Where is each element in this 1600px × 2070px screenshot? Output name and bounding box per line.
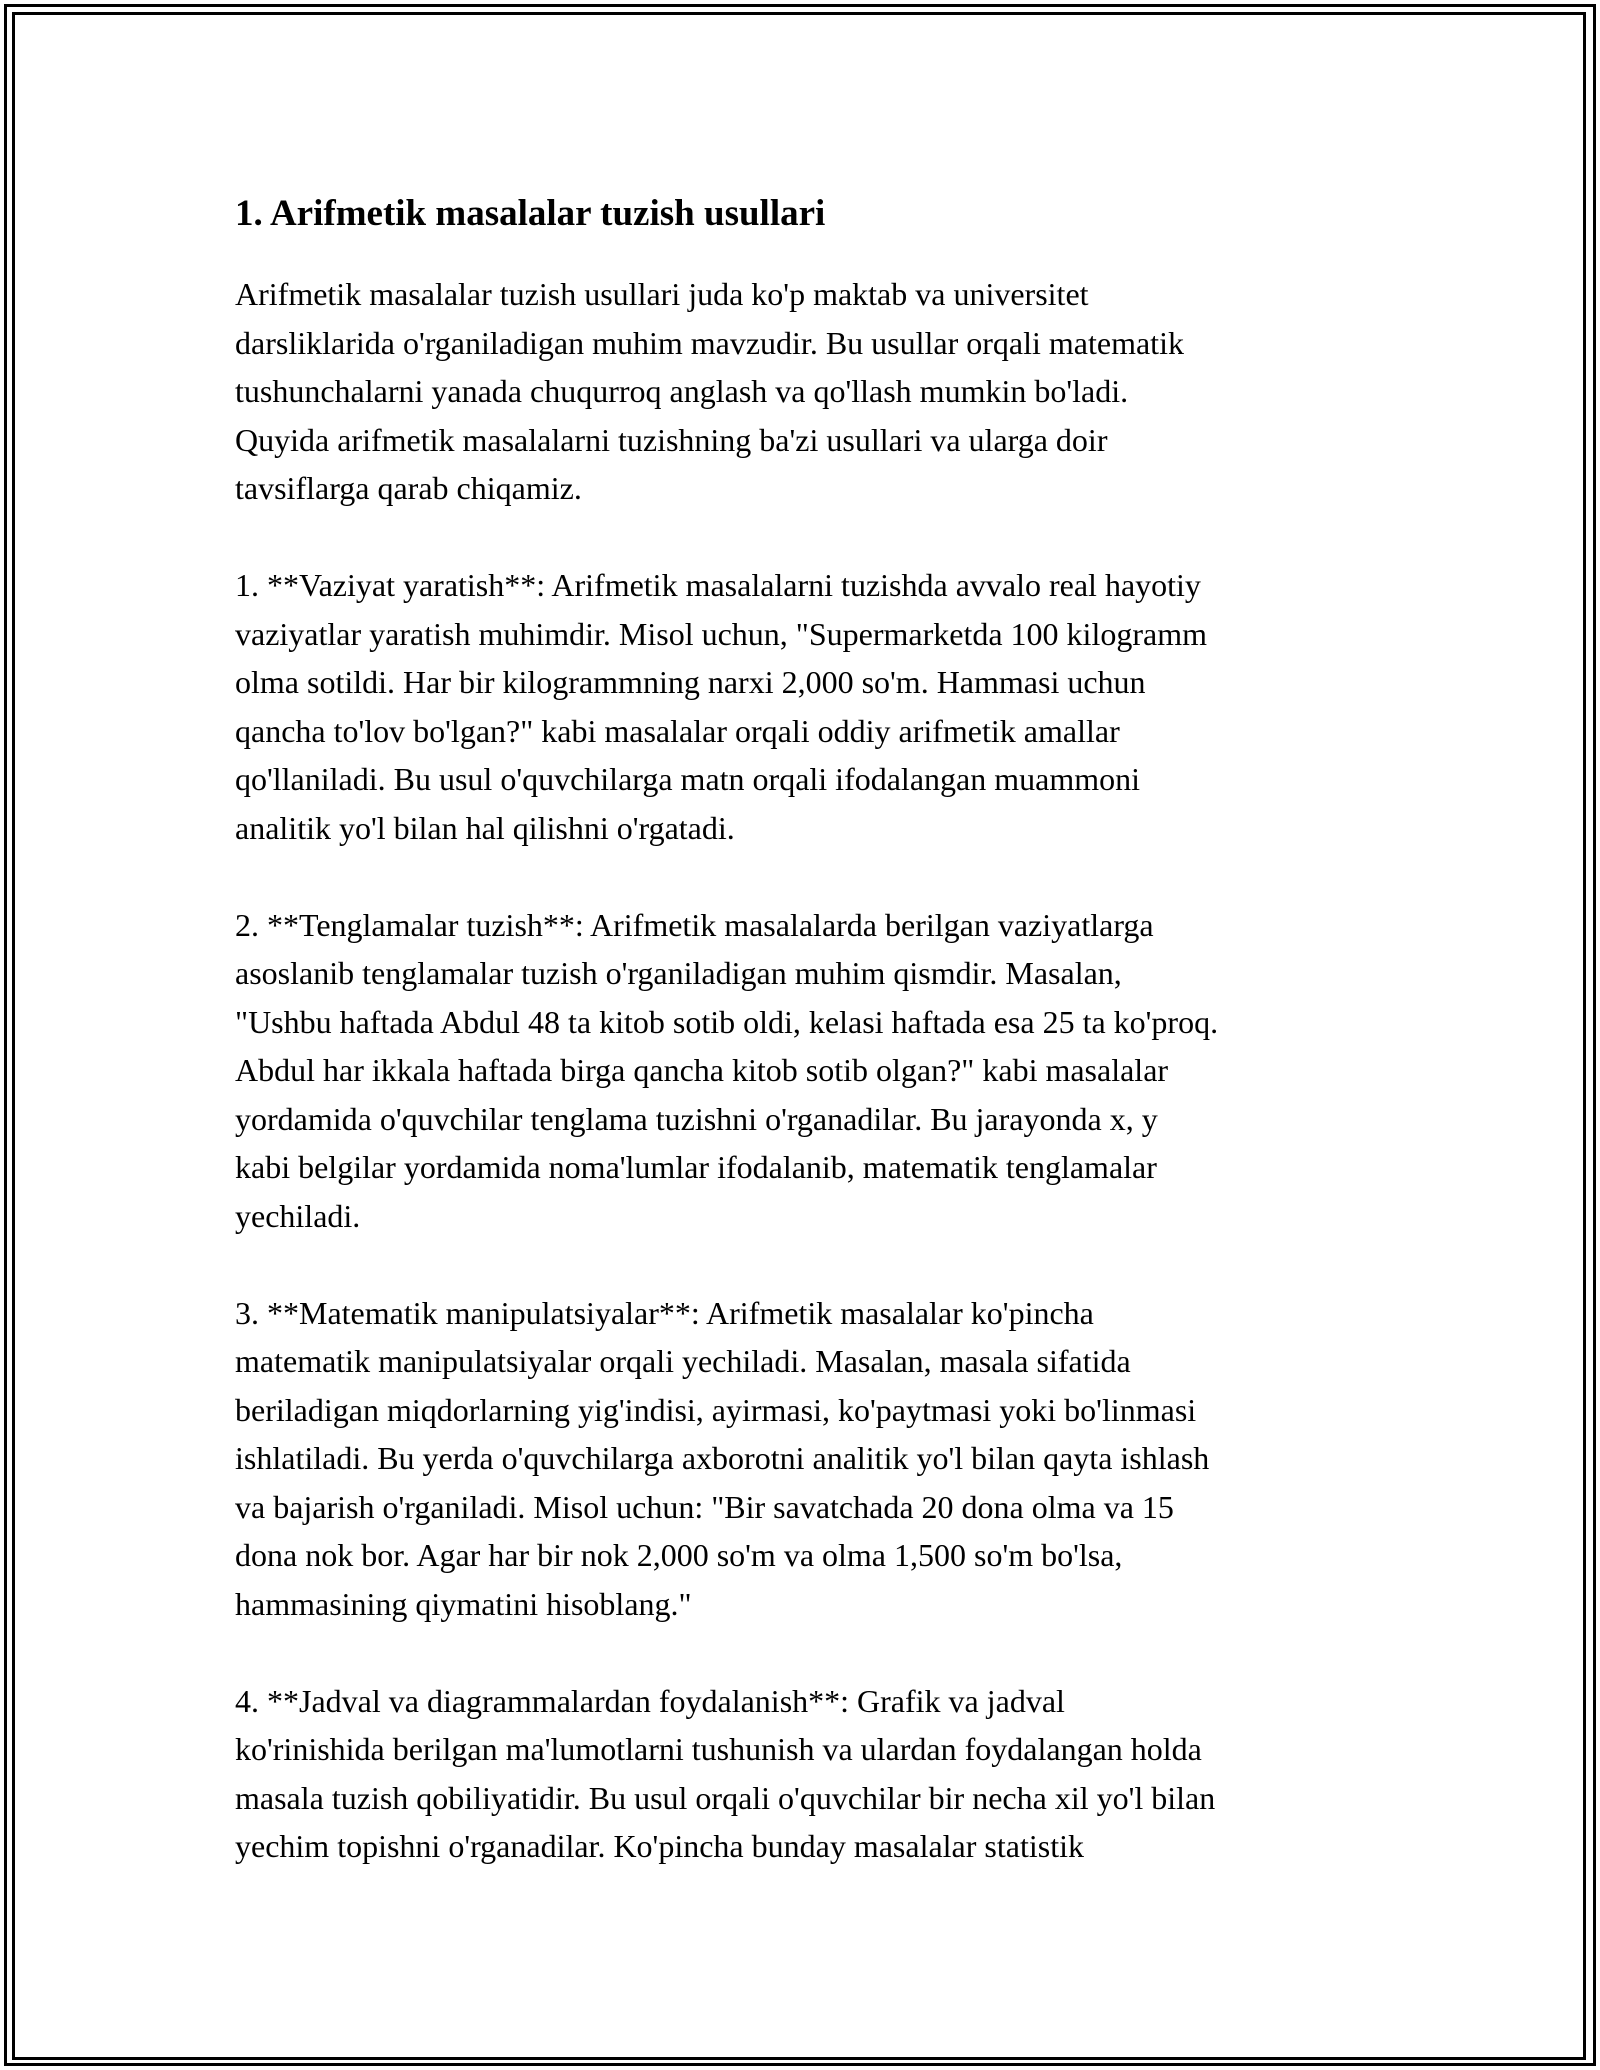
method-2-paragraph: 2. **Tenglamalar tuzish**: Arifmetik masalalarda berilgan vaziyatlarga asoslanib tenglamalar tuzish o'rganiladigan muhim qismdir. Masalan, "Ushbu haftada Abdul 48 ta kitob sotib oldi, kelasi haftada esa 25 ta ko'proq. Abdul har ikkala haftada birga qancha kitob sotib olgan?" kabi masalalar yordamida o'quvchilar tenglama tuzishni o'rganadilar. Bu jarayonda x, y kabi belgilar yordamida noma'lumlar ifodalanib, matematik tenglamalar yechiladi.: [235, 906, 1219, 1234]
intro-paragraph: Arifmetik masalalar tuzish usullari juda ko'p maktab va universitet darsliklarida o'rganiladigan muhim mavzudir. Bu usullar orqali matematik tushunchalarni yanada chuqurroq anglash va qo'llash mumkin bo'ladi. Quyida arifmetik masalalarni tuzishning ba'zi usullari va ularga doir tavsiflarga qarab chiqamiz.: [235, 276, 1184, 506]
document-body: [235, 186, 1375, 1871]
method-4-paragraph: 4. **Jadval va diagrammalardan foydalanish**: Grafik va jadval ko'rinishida berilgan ma'lumotlarni tushunish va ulardan foydalangan holda masala tuzish qobiliyatidir. Bu usul orqali o'quvchilar bir necha xil yo'l bilan yechim topishni o'rganadilar. Ko'pincha bunday masalalar statistik: [235, 1682, 1216, 1864]
method-3-paragraph: 3. **Matematik manipulatsiyalar**: Arifmetik masalalar ko'pincha matematik manipulatsiyalar orqali yechiladi. Masalan, masala sifatida beriladigan miqdorlarning yig'indisi, ayirmasi, ko'paytmasi yoki bo'linmasi ishlatiladi. Bu yerda o'quvchilarga axborotni analitik yo'l bilan qayta ishlash va bajarish o'rganiladi. Misol uchun: "Bir savatchada 20 dona olma va 15 dona nok bor. Agar har bir nok 2,000 so'm va olma 1,500 so'm bo'lsa, hammasining qiymatini hisoblang.": [235, 1294, 1210, 1622]
method-1-paragraph: 1. **Vaziyat yaratish**: Arifmetik masalalarni tuzishda avvalo real hayotiy vaziyatlar yaratish muhimdir. Misol uchun, "Supermarketda 100 kilogramm olma sotildi. Har bir kilogrammning narxi 2,000 so'm. Hammasi uchun qancha to'lov bo'lgan?" kabi masalalar orqali oddiy arifmetik amallar qo'llaniladi. Bu usul o'quvchilarga matn orqali ifodalangan muammoni analitik yo'l bilan hal qilishni o'rgatadi.: [235, 567, 1207, 846]
section-heading: 1. Arifmetik masalalar tuzish usullari: [235, 193, 826, 234]
